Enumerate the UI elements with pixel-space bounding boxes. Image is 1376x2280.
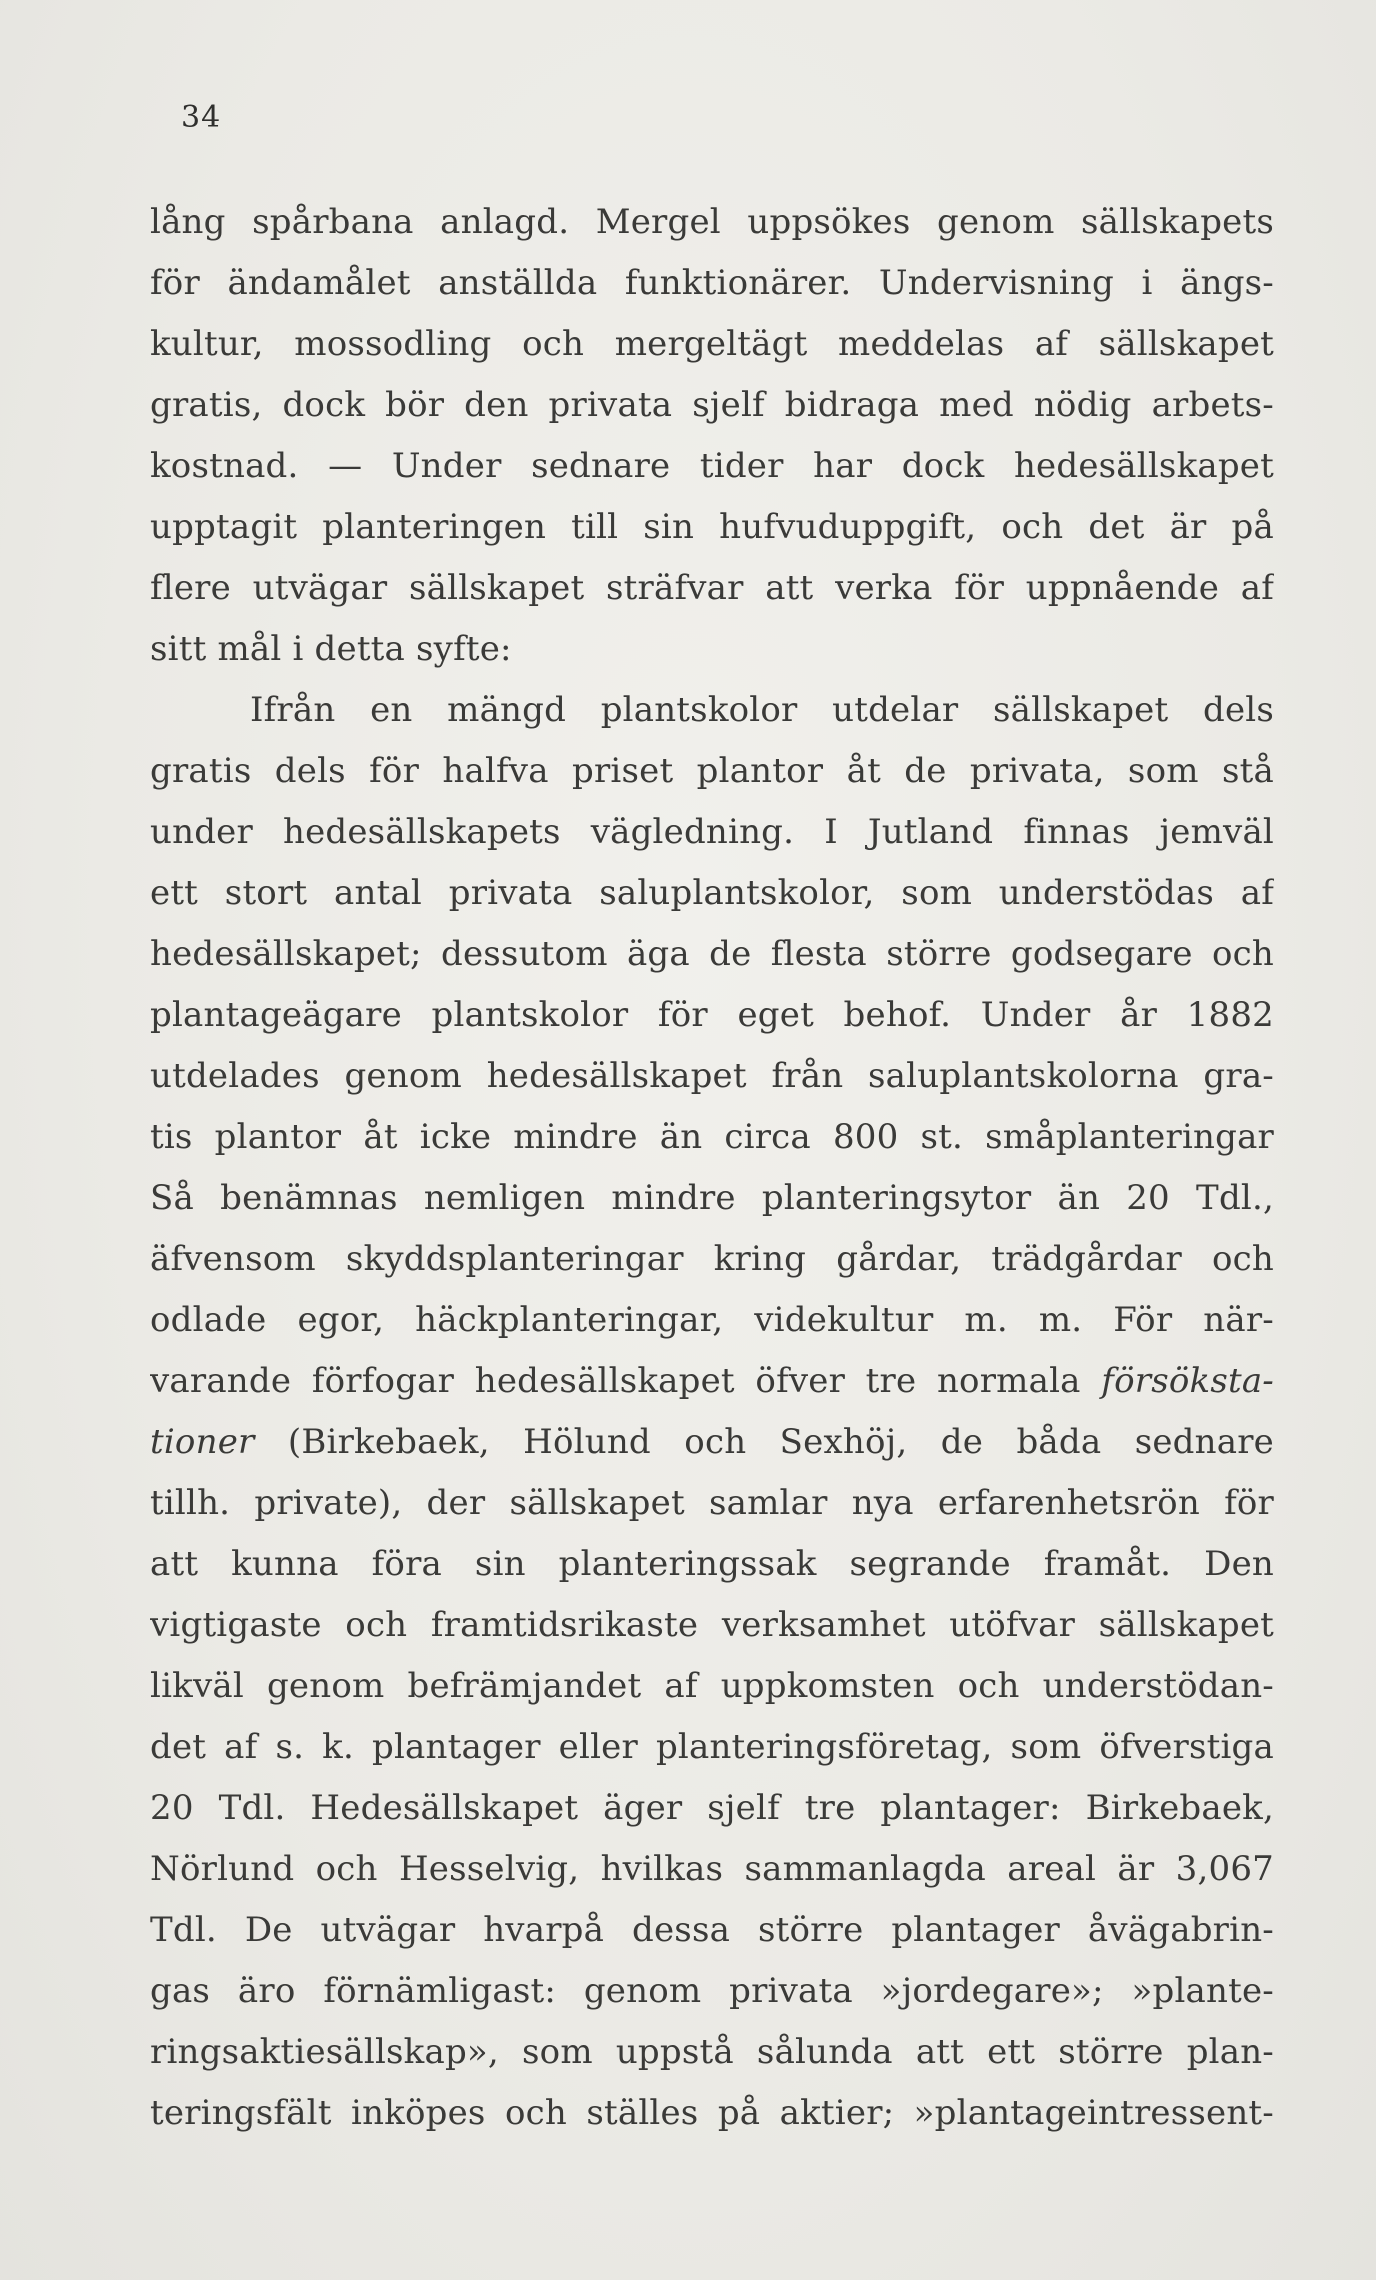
body-text <box>150 192 1274 2144</box>
text-line-27: 20 Tdl. Hedesällskapet äger sjelf tre plantager: Birkebaek, <box>150 1788 1274 1828</box>
text-line-22: tillh. private), der sällskapet samlar nya erfarenhetsrön för <box>150 1483 1274 1523</box>
text-line-1: lång spårbana anlagd. Mergel uppsökes genom sällskapets <box>150 202 1274 242</box>
text-line-16: tis plantor åt icke mindre än circa 800 st. småplanteringar <box>150 1117 1274 1157</box>
text-line-26: det af s. k. plantager eller planteringsföretag, som öfverstiga <box>150 1727 1274 1767</box>
text-line-11: under hedesällskapets vägledning. I Jutland finnas jemväl <box>150 812 1274 852</box>
text-line-31: ringsaktiesällskap», som uppstå sålunda att ett större plan- <box>150 2032 1274 2072</box>
text-line-24: vigtigaste och framtidsrikaste verksamhet utöfvar sällskapet <box>150 1605 1274 1645</box>
text-line-21 <box>150 1412 1274 1473</box>
italic-forsoksta: försöksta- <box>1101 1361 1274 1401</box>
text-line-25: likväl genom befrämjandet af uppkomsten och understödan- <box>150 1666 1274 1706</box>
text-line-6: upptagit planteringen till sin hufvuduppgift, och det är på <box>150 507 1274 547</box>
text-line-20 <box>150 1351 1274 1412</box>
italic-tioner: tioner <box>150 1422 255 1462</box>
text-line-4: gratis, dock bör den privata sjelf bidraga med nödig arbets- <box>150 385 1274 425</box>
text-line-30: gas äro förnämligast: genom privata »jordegare»; »plante- <box>150 1971 1274 2011</box>
text-line-21-rest: (Birkebaek, Hölund och Sexhöj, de båda sednare <box>254 1422 1274 1462</box>
text-line-9: Ifrån en mängd plantskolor utdelar sällskapet dels <box>250 690 1274 730</box>
text-line-13: hedesällskapet; dessutom äga de flesta större godsegare och <box>150 934 1274 974</box>
text-line-32: teringsfält inköpes och ställes på aktier; »plantageintressent- <box>150 2093 1274 2133</box>
text-line-7: flere utvägar sällskapet sträfvar att verka för uppnående af <box>150 568 1274 608</box>
page-number: 34 <box>181 100 222 135</box>
text-line-23: att kunna föra sin planteringssak segrande framåt. Den <box>150 1544 1274 1584</box>
text-line-10: gratis dels för halfva priset plantor åt de privata, som stå <box>150 751 1274 791</box>
text-line-2: för ändamålet anställda funktionärer. Undervisning i ängs- <box>150 263 1274 303</box>
text-line-19: odlade egor, häckplanteringar, videkultur m. m. För när- <box>150 1300 1274 1340</box>
text-line-14: plantageägare plantskolor för eget behof. Under år 1882 <box>150 995 1274 1035</box>
text-line-17: Så benämnas nemligen mindre planteringsytor än 20 Tdl., <box>150 1178 1274 1218</box>
text-line-18: äfvensom skyddsplanteringar kring gårdar, trädgårdar och <box>150 1239 1274 1279</box>
text-line-28: Nörlund och Hesselvig, hvilkas sammanlagda areal är 3,067 <box>150 1849 1274 1889</box>
text-line-8: sitt mål i detta syfte: <box>150 629 512 669</box>
text-line-12: ett stort antal privata saluplantskolor, som understödas af <box>150 873 1274 913</box>
text-line-5: kostnad. — Under sednare tider har dock hedesällskapet <box>150 446 1274 486</box>
text-line-29: Tdl. De utvägar hvarpå dessa större plantager åvägabrin- <box>150 1910 1274 1950</box>
text-line-15: utdelades genom hedesällskapet från saluplantskolorna gra- <box>150 1056 1274 1096</box>
text-line-3: kultur, mossodling och mergeltägt meddelas af sällskapet <box>150 324 1274 364</box>
text-line-20-start: varande förfogar hedesällskapet öfver tre normala <box>150 1361 1081 1401</box>
